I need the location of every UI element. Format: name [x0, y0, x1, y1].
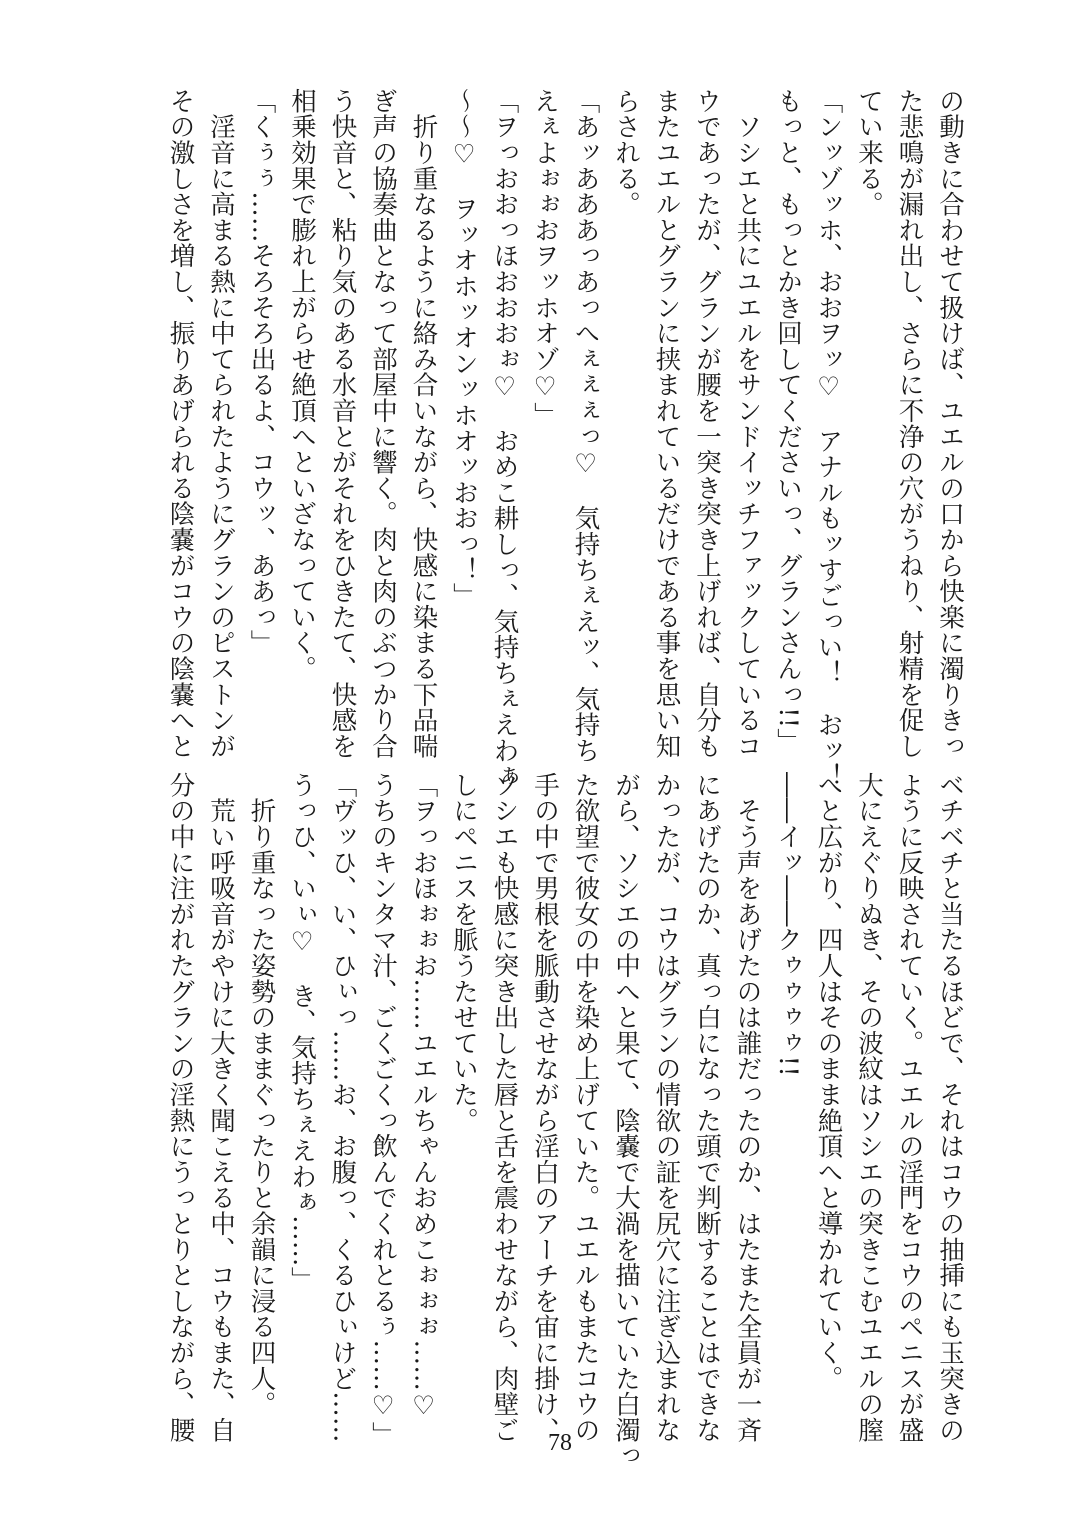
text-column: た悲鳴が漏れ出し、さらに不浄の穴がうねり、射精を促し	[894, 88, 925, 759]
text-column: 「くぅぅ……そろそろ出るよ、コウッ、ああっ」	[246, 88, 277, 656]
text-column: 分の中に注がれたグランの淫熱にうっとりとしながら、腰	[165, 772, 196, 1443]
text-column: 淫音に高まる熱に中てられたようにグランのピストンが	[206, 88, 236, 759]
text-column: もっと、もっとかき回してくださいっ、グランさんっ!!」	[773, 88, 803, 755]
text-column: らされる。	[611, 88, 641, 217]
text-column: 荒い呼吸音がやけに大きく聞こえる中、コウもまた、自	[206, 772, 236, 1443]
text-column: がら、ソシエの中へと果て、陰嚢で大渦を描いていた白濁っ	[611, 772, 641, 1469]
text-column: そう声をあげたのは誰だったのか、はたまた全員が一斉	[732, 772, 763, 1443]
text-column: た欲望で彼女の中を染め上げていた。ユエルもまたコウの	[570, 772, 601, 1443]
text-column: の動きに合わせて扱けば、ユエルの口から快楽に濁りきっ	[935, 88, 965, 759]
text-column: かったが、コウはグランの情欲の証を尻穴に注ぎ込まれな	[651, 772, 682, 1443]
text-column: 〜〜♡ ヲッオホッオンッホオッおおっ！」	[449, 88, 479, 609]
text-column: ソシエと共にユエルをサンドイッチファックしているコ	[732, 88, 763, 759]
text-column: 「あッあああっあっへぇぇぇっ♡ 気持ちぇえッ、気持ち	[570, 88, 601, 764]
text-column: ――イッ――クゥゥゥゥ!!	[773, 772, 803, 1077]
text-column: ように反映されていく。ユエルの淫門をコウのペニスが盛	[894, 772, 925, 1443]
text-column: ぎ声の協奏曲となって部屋中に響く。肉と肉のぶつかり合	[368, 88, 398, 759]
text-column: その激しさを増し、振りあげられる陰嚢がコウの陰嚢へと	[165, 88, 196, 759]
text-column: またユエルとグランに挟まれているだけである事を思い知	[651, 88, 682, 759]
text-column: ソシエも快感に突き出した唇と舌を震わせながら、肉壁ご	[489, 772, 520, 1443]
top-text-block	[160, 88, 970, 790]
text-column: うちのキンタマ汁、ごくごくっ飲んでくれとるぅ……♡」	[368, 772, 398, 1448]
text-column: ウであったが、グランが腰を一突き突き上げれば、自分も	[692, 88, 722, 759]
text-column: しにペニスを脈うたせていた。	[449, 772, 479, 1134]
text-column: えぇよぉぉおヲッホオゾ♡」	[530, 88, 560, 428]
text-column: 「ヲっおほぉぉお……ユエルちゃんおめこぉぉぉ……♡	[408, 772, 439, 1422]
text-column: 折り重なるように絡み合いながら、快感に染まる下品喘	[408, 88, 439, 759]
text-column: うっひ、いぃ♡ き、気持ちぇえわぁ……」	[287, 772, 317, 1293]
text-column: 大にえぐりぬき、その波紋はソシエの突きこむユエルの膣	[854, 772, 884, 1443]
text-column: 「ヲっおおっほおおおぉ♡ おめこ耕しっ、気持ちぇえわぁ	[489, 88, 520, 790]
text-column: 「ヴッひ、い、ひぃっ……お、お腹っ、くるひぃけど……	[327, 772, 358, 1443]
text-column: 「ンッゾッホ、おおヲッ♡ アナルもッすごっい！ おッ！	[813, 88, 844, 790]
text-column: う快音と、粘り気のある水音とがそれをひきたて、快感を	[327, 88, 358, 759]
text-column: 相乗効果で膨れ上がらせ絶頂へといざなっていく。	[287, 88, 317, 682]
text-column: 手の中で男根を脈動させながら淫白のアーチを宙に掛け、	[530, 772, 560, 1443]
text-column: 折り重なった姿勢のままぐったりと余韻に浸る四人。	[246, 772, 277, 1417]
text-column: にあげたのか、真っ白になった頭で判断することはできな	[692, 772, 722, 1443]
text-column: ベチベチと当たるほどで、それはコウの抽挿にも玉突きの	[935, 772, 965, 1443]
text-column: てい来る。	[854, 88, 884, 217]
text-column: へと広がり、四人はそのまま絶頂へと導かれていく。	[813, 772, 844, 1392]
page-number: 78	[548, 1430, 572, 1456]
